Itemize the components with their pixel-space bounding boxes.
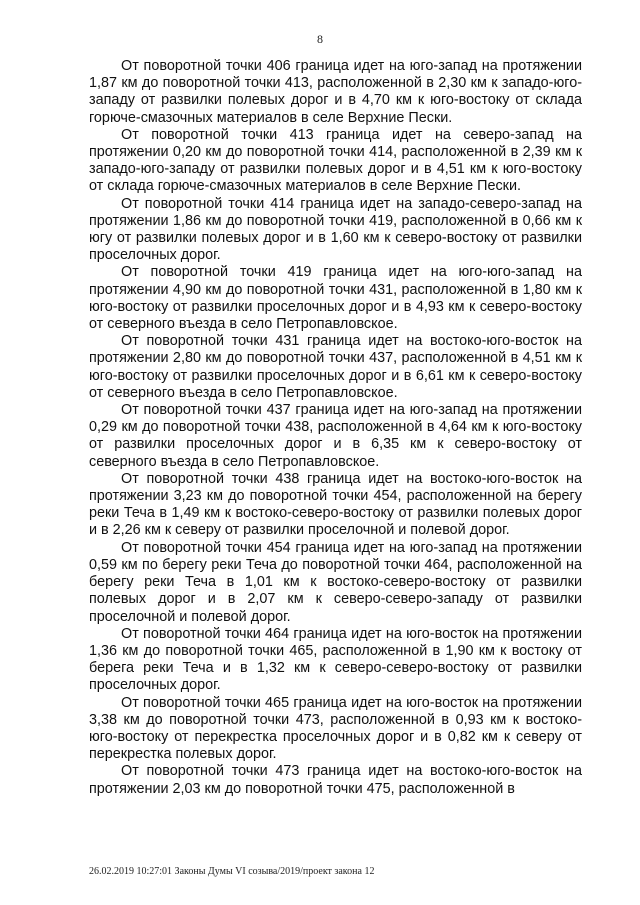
paragraph-point-414: От поворотной точки 414 граница идет на западо-северо-запад на протяжении 1,86 км до поворотной точки 419, расположенной в 0,66 км к югу от развилки полевых дорог и в 1,60 км к северо-востоку от развилки проселочных дорог. — [89, 195, 582, 264]
paragraph-point-454: От поворотной точки 454 граница идет на юго-запад на протяжении 0,59 км по берегу реки Теча до поворотной точки 464, расположенной на берегу реки Теча в 1,01 км к востоко-северо-востоку от развилки полевых дорог и в 2,07 км к северо-северо-западу от развилки проселочной и полевой дорог. — [89, 539, 582, 625]
paragraph-point-464: От поворотной точки 464 граница идет на юго-восток на протяжении 1,36 км до поворотной точки 465, расположенной в 1,90 км к востоку от берега реки Теча и в 1,32 км к северо-северо-востоку от развилки проселочных дорог. — [89, 625, 582, 694]
paragraph-point-438: От поворотной точки 438 граница идет на востоко-юго-восток на протяжении 3,23 км до поворотной точки 454, расположенной на берегу реки Теча в 1,49 км к востоко-северо-востоку от развилки полевых дорог и в 2,26 км к северу от развилки проселочной и полевой дорог. — [89, 470, 582, 539]
paragraph-point-419: От поворотной точки 419 граница идет на юго-юго-запад на протяжении 4,90 км до поворотной точки 431, расположенной в 1,80 км к юго-востоку от развилки проселочных дорог и в 4,93 км к северо-востоку от северного въезда в село Петропавловское. — [89, 264, 582, 333]
paragraph-point-465: От поворотной точки 465 граница идет на юго-восток на протяжении 3,38 км до поворотной точки 473, расположенной в 0,93 км к востоко-юго-востоку от перекрестка проселочных дорог и в 0,82 км к северу от перекрестка полевых дорог. — [89, 694, 582, 763]
footer-document-path: 26.02.2019 10:27:01 Законы Думы VI созыва/2019/проект закона 12 — [89, 866, 375, 877]
paragraph-point-473: От поворотной точки 473 граница идет на востоко-юго-восток на протяжении 2,03 км до поворотной точки 475, расположенной в — [89, 763, 582, 797]
paragraph-point-437: От поворотной точки 437 граница идет на юго-запад на протяжении 0,29 км до поворотной точки 438, расположенной в 4,64 км к юго-востоку от развилки проселочных дорог и в 6,35 км к северо-востоку от северного въезда в село Петропавловское. — [89, 402, 582, 470]
document-body — [89, 58, 582, 798]
page-number: 8 — [317, 32, 323, 46]
paragraph-point-431: От поворотной точки 431 граница идет на востоко-юго-восток на протяжении 2,80 км до поворотной точки 437, расположенной в 4,51 км к юго-востоку от развилки проселочных дорог и в 6,61 км к северо-востоку от северного въезда в село Петропавловское. — [89, 333, 582, 401]
paragraph-point-413: От поворотной точки 413 граница идет на северо-запад на протяжении 0,20 км до поворотной точки 414, расположенной в 2,39 км к западо-юго-западу от развилки полевых дорог и в 4,51 км к юго-востоку от склада горюче-смазочных материалов в селе Верхние Пески. — [89, 126, 582, 195]
paragraph-point-406: От поворотной точки 406 граница идет на юго-запад на протяжении 1,87 км до поворотной точки 413, расположенной в 2,30 км к западо-юго-западу от развилки полевых дорог и в 4,70 км к юго-востоку от склада горюче-смазочных материалов в селе Верхние Пески. — [89, 58, 582, 126]
